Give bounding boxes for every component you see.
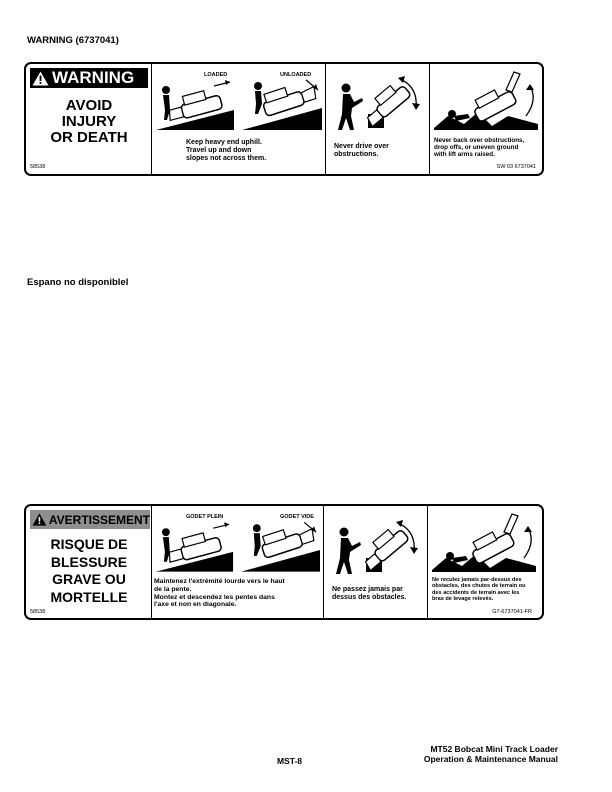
page-number: MST-8 xyxy=(277,756,303,766)
caption-line: Travel up and down xyxy=(186,147,252,155)
part-number: 58538 xyxy=(30,609,46,615)
caption-line: des accidents de terrain avec les xyxy=(432,589,520,596)
message-line: INJURY xyxy=(61,112,117,130)
caption-line: Ne reculez jamais par-dessus des xyxy=(432,577,522,583)
caption-line: Maintenez l'extrémité lourde vers le haut xyxy=(154,578,285,585)
message-line: AVOID xyxy=(65,97,113,114)
tipover-illustration xyxy=(432,510,536,572)
decal-code: G7-6737041-FR xyxy=(492,609,532,615)
section-heading: WARNING (6737041) xyxy=(27,35,119,46)
back-over-caption xyxy=(434,137,524,159)
caption-line: with lift arms raised. xyxy=(434,151,495,159)
warning-decal-french xyxy=(24,504,544,620)
slope-caption xyxy=(186,139,266,163)
signal-word: AVERTISSEMENT xyxy=(48,512,150,527)
loaded-label: GODET PLEIN xyxy=(186,514,224,520)
slope-panel xyxy=(152,506,324,618)
warning-triangle-icon xyxy=(32,71,49,86)
signal-word-header xyxy=(30,510,150,529)
caption-line: slopes not across them. xyxy=(186,155,267,163)
slope-caption xyxy=(154,578,285,609)
caption-line: obstructions. xyxy=(334,151,379,159)
caption-line: Montez et descendez les pentes dans xyxy=(154,593,275,601)
unloaded-label: UNLOADED xyxy=(280,72,312,78)
caption-line: l'axe et non en diagonale. xyxy=(154,601,237,609)
back-over-caption xyxy=(432,577,526,603)
unloaded-label: GODET VIDE xyxy=(280,514,314,520)
decal-code: SW 03 6737041 xyxy=(496,164,536,170)
message-line: RISQUE DE xyxy=(50,536,128,552)
caption-line: obstacles, des chutes de terrain ou xyxy=(432,583,526,590)
signal-panel xyxy=(26,64,152,174)
slope-illustration xyxy=(156,520,320,572)
message-line: OR DEATH xyxy=(50,128,128,146)
manual-title-line: MT52 Bobcat Mini Track Loader xyxy=(430,744,558,754)
message-line: GRAVE OU xyxy=(52,571,126,587)
spanish-note: Espano no disponiblel xyxy=(27,277,129,288)
signal-word: WARNING xyxy=(52,68,135,87)
caption-line: Never back over obstructions, xyxy=(434,137,525,144)
message-line: BLESSURE xyxy=(50,553,128,570)
caption-line: bras de levage relevés. xyxy=(432,596,494,603)
slope-panel xyxy=(152,64,326,174)
obstruction-caption xyxy=(334,143,389,159)
safety-message xyxy=(26,98,152,145)
back-over-panel xyxy=(430,64,542,174)
caption-line: Keep heavy end uphill. xyxy=(186,139,262,146)
signal-word-header xyxy=(30,68,148,88)
manual-title xyxy=(424,744,558,764)
obstruction-panel xyxy=(324,506,428,618)
back-over-panel xyxy=(428,506,542,618)
safety-message xyxy=(26,536,152,606)
caption-line: de la pente. xyxy=(154,585,192,593)
part-number: 58538 xyxy=(30,164,46,170)
slope-illustration xyxy=(156,78,322,130)
loaded-label: LOADED xyxy=(204,72,228,78)
tipover-illustration xyxy=(434,68,538,130)
obstruction-panel xyxy=(326,64,430,174)
caption-line: drop offs, or uneven ground xyxy=(434,144,519,152)
manual-title-line: Operation & Maintenance Manual xyxy=(423,754,558,764)
obstruction-illustration xyxy=(332,70,424,132)
warning-triangle-icon xyxy=(32,513,47,526)
message-line: MORTELLE xyxy=(50,588,128,605)
obstruction-illustration xyxy=(330,514,422,576)
warning-decal-english xyxy=(24,62,544,176)
obstruction-caption xyxy=(332,586,406,602)
caption-line: Never drive over xyxy=(334,143,389,150)
caption-line: Ne passez jamais par xyxy=(332,586,403,593)
caption-line: dessus des obstacles. xyxy=(332,594,407,602)
signal-panel xyxy=(26,506,152,618)
